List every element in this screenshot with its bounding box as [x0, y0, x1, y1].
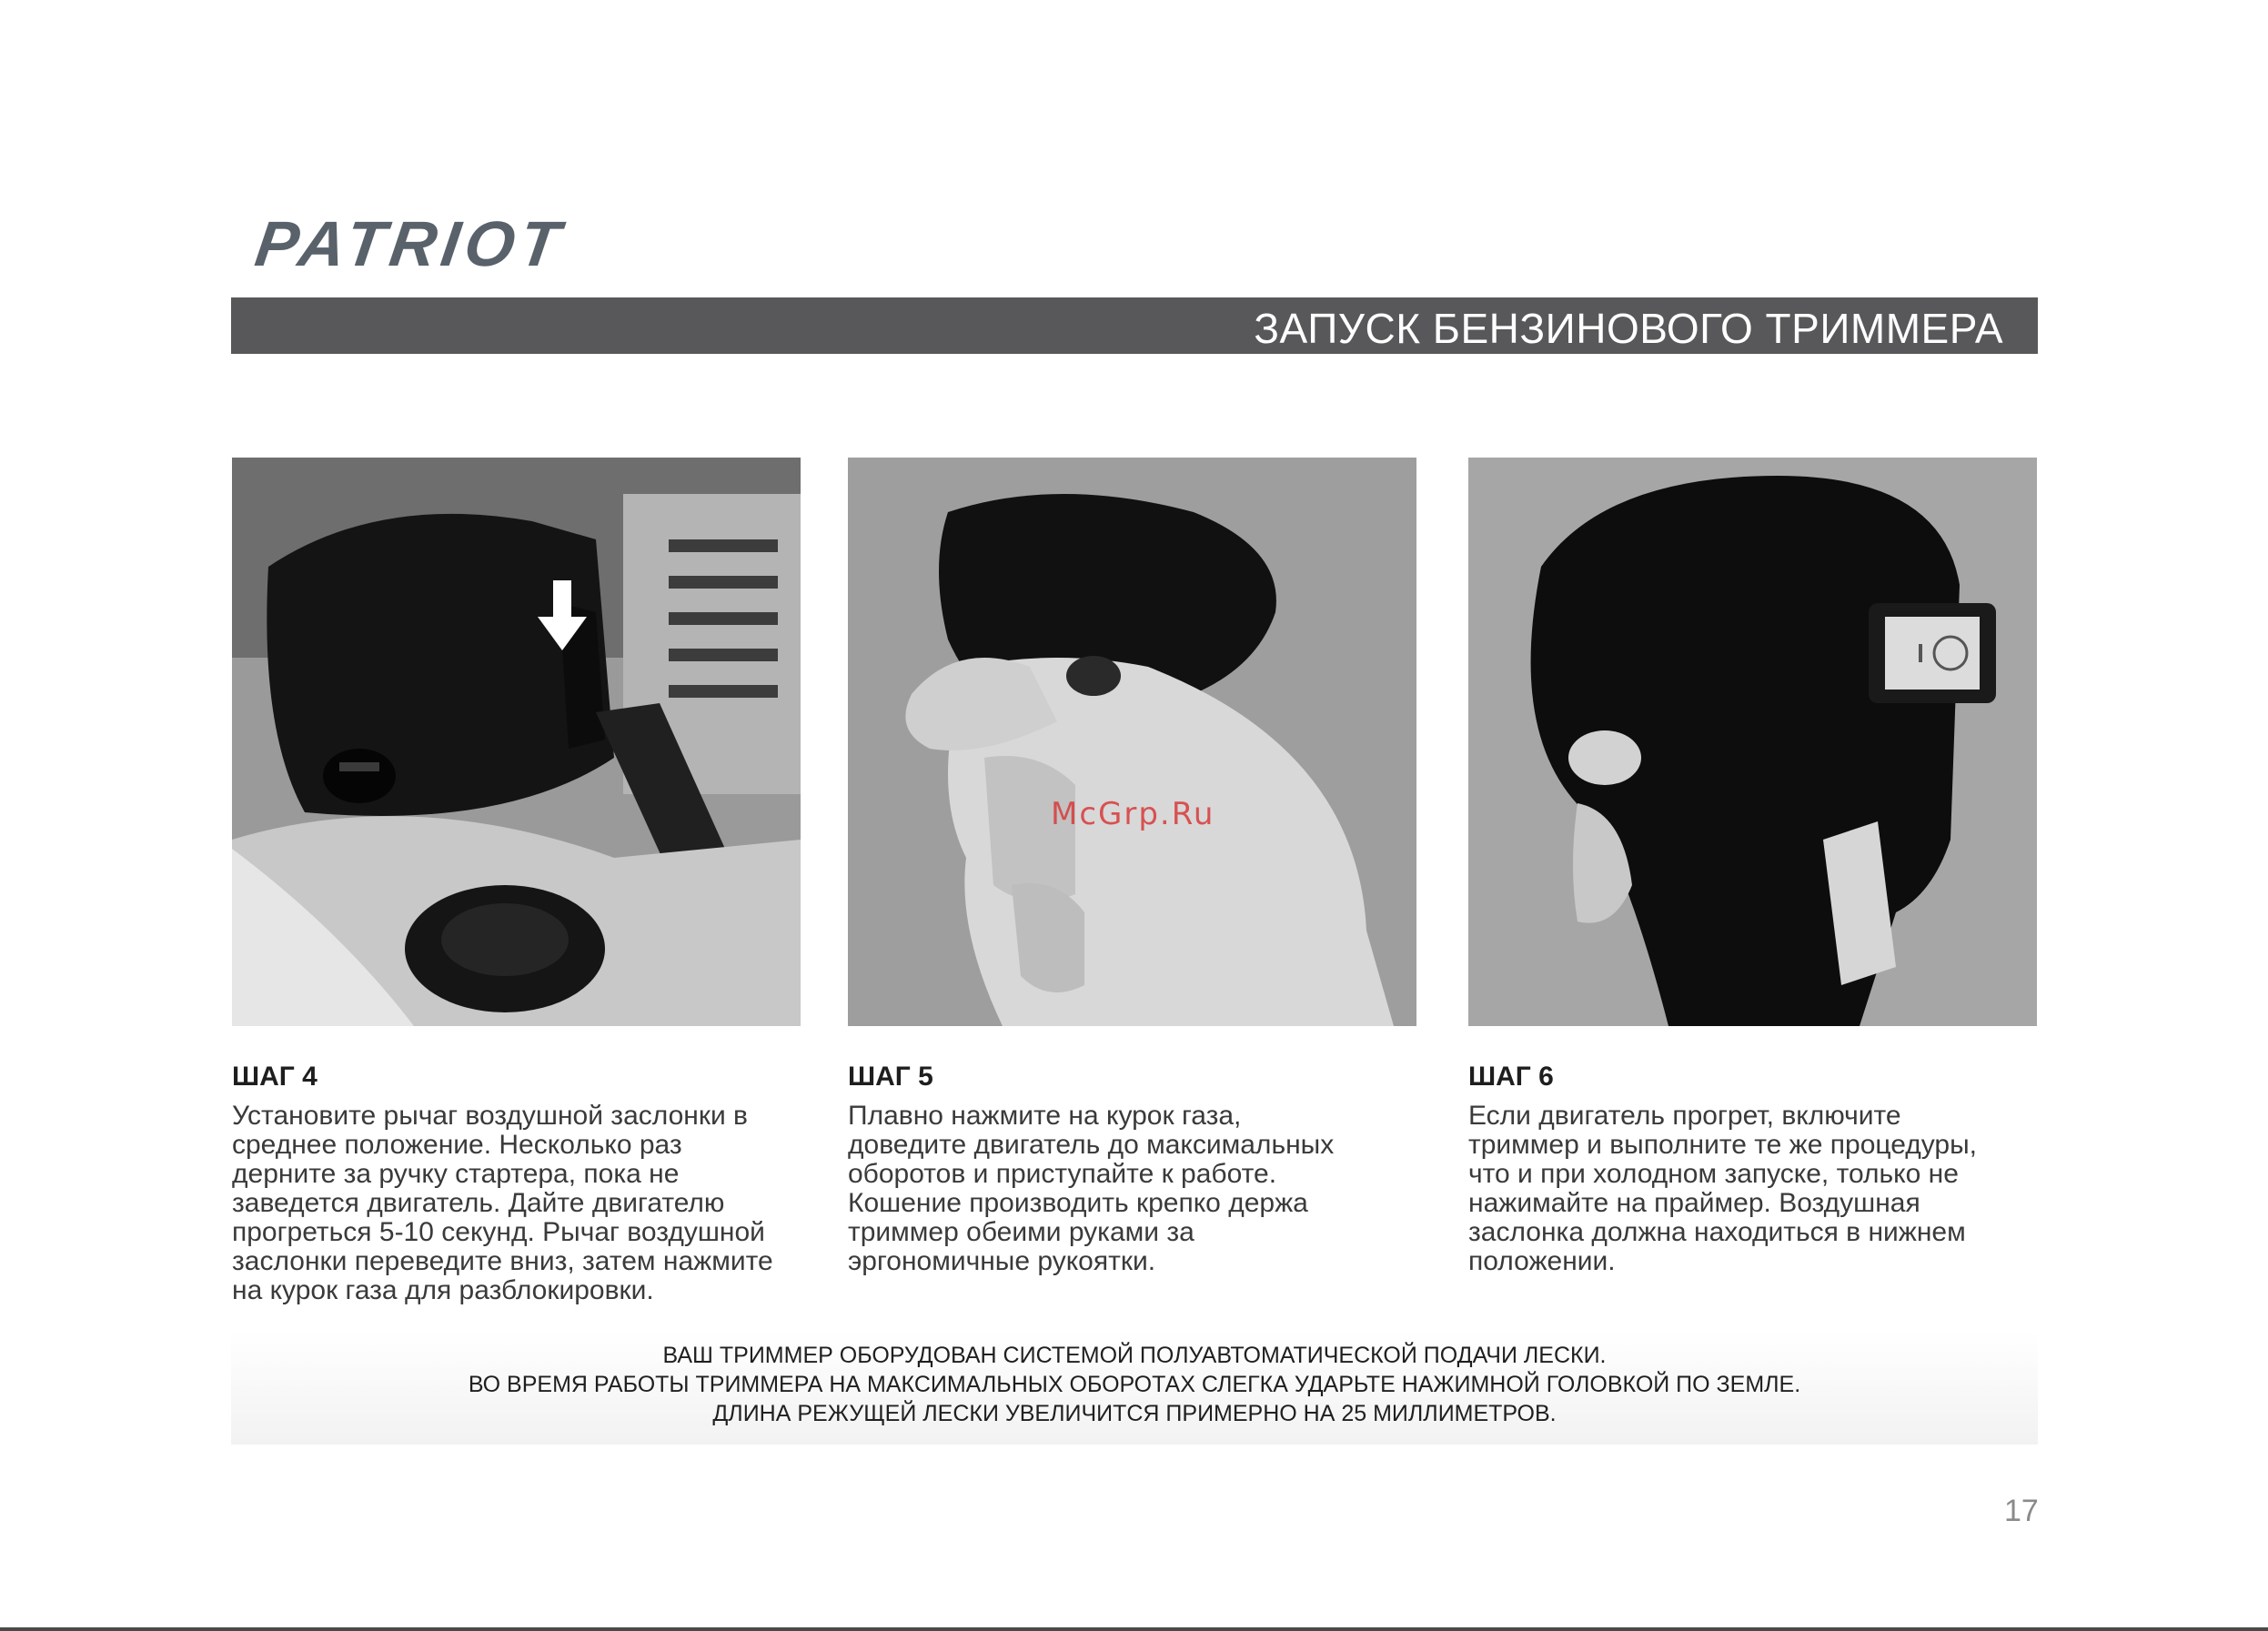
page-number: 17: [2004, 1494, 2039, 1528]
section-title-bar: [231, 297, 2038, 354]
step-4-line: дерните за ручку стартера, пока не: [232, 1159, 680, 1189]
bottom-divider: [0, 1627, 2268, 1631]
patriot-logo: PATRIOT: [251, 208, 570, 279]
step-4-line: прогреться 5-10 секунд. Рычаг воздушной: [232, 1217, 765, 1247]
step-5-photo-throttle-grip: [848, 458, 1416, 1026]
step-6-line: нажимайте на праймер. Воздушная: [1468, 1188, 1920, 1218]
step-5-block: [848, 1062, 1467, 1276]
step-6-line: что и при холодном запуске, только не: [1468, 1159, 1959, 1189]
step-6-heading: ШАГ 6: [1468, 1062, 1554, 1092]
step-6-line: триммер и выполните те же процедуры,: [1468, 1130, 1977, 1160]
step-4-heading: ШАГ 4: [232, 1062, 318, 1092]
step-4-photo-engine-choke: [232, 458, 801, 1026]
step-6-block: [1468, 1062, 2087, 1276]
step-6-line: положении.: [1468, 1246, 1616, 1276]
step-5-heading: ШАГ 5: [848, 1062, 933, 1092]
watermark-text: McGrp.Ru: [1051, 796, 1215, 832]
notice-line: ВО ВРЕМЯ РАБОТЫ ТРИММЕРА НА МАКСИМАЛЬНЫХ ОБОРОТАХ СЛЕГКА УДАРЬТЕ НАЖИМНОЙ ГОЛОВКОЙ ПО ЗЕМЛЕ.: [468, 1372, 1801, 1397]
step-6-photo-handle-switch: [1468, 458, 2037, 1026]
step-5-line: оборотов и приступайте к работе.: [848, 1159, 1277, 1189]
step-5-line: эргономичные рукоятки.: [848, 1246, 1156, 1276]
line-feed-notice: [231, 1330, 2038, 1445]
step-4-block: [232, 1062, 851, 1305]
step-4-line: среднее положение. Несколько раз: [232, 1130, 682, 1160]
step-4-line: заслонки переведите вниз, затем нажмите: [232, 1246, 773, 1276]
notice-line: ДЛИНА РЕЖУЩЕЙ ЛЕСКИ УВЕЛИЧИТСЯ ПРИМЕРНО НА 25 МИЛЛИМЕТРОВ.: [712, 1401, 1557, 1426]
step-5-line: Кошение производить крепко держа: [848, 1188, 1308, 1218]
step-5-line: доведите двигатель до максимальных: [848, 1130, 1335, 1160]
step-4-line: заведется двигатель. Дайте двигателю: [232, 1188, 725, 1218]
step-5-line: Плавно нажмите на курок газа,: [848, 1101, 1242, 1131]
page-title: ЗАПУСК БЕНЗИНОВОГО ТРИММЕРА: [1254, 305, 2003, 352]
step-5-line: триммер обеими руками за: [848, 1217, 1194, 1247]
step-4-line: на курок газа для разблокировки.: [232, 1275, 654, 1305]
step-6-line: заслонка должна находиться в нижнем: [1468, 1217, 1966, 1247]
notice-line: ВАШ ТРИММЕР ОБОРУДОВАН СИСТЕМОЙ ПОЛУАВТОМАТИЧЕСКОЙ ПОДАЧИ ЛЕСКИ.: [662, 1343, 1607, 1368]
step-4-line: Установите рычаг воздушной заслонки в: [232, 1101, 748, 1131]
step-6-line: Если двигатель прогрет, включите: [1468, 1101, 1901, 1131]
